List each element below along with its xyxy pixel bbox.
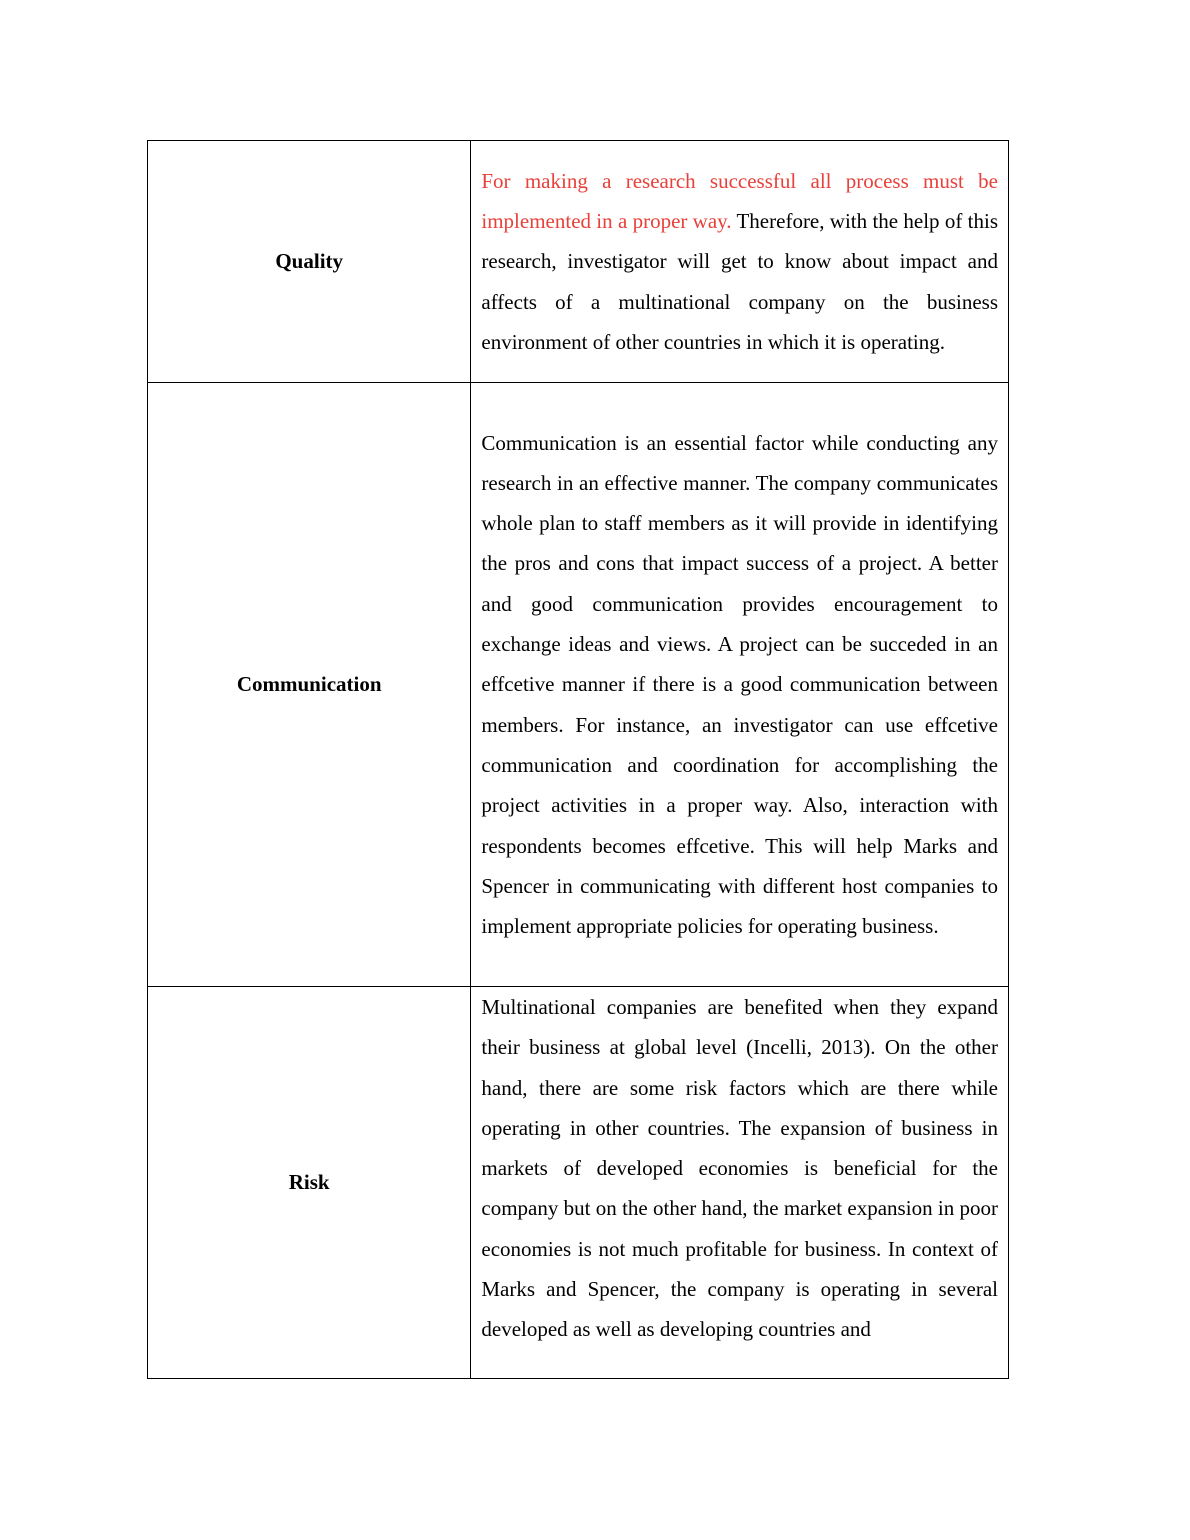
highlighted-text: For making a research successful all process must be implemented in a proper way. — [481, 168, 998, 234]
row-description-communication — [471, 383, 1009, 987]
row-label-quality: Quality — [148, 141, 471, 383]
table-row-risk — [148, 987, 1009, 1379]
row-description-quality — [471, 141, 1009, 383]
row-label-risk: Risk — [148, 987, 471, 1379]
table-row-communication — [148, 383, 1009, 987]
criteria-table — [147, 140, 1009, 1379]
quality-body-text: Therefore, with the help of this research, investigator will get to know about impact and affects of a multinational company on the business environment of other countries in which it is operating. — [481, 209, 998, 354]
risk-text-clip — [481, 987, 998, 1378]
communication-description-text: Communication is an essential factor while conducting any research in an effective manner. The company communicates whole plan to staff members as it will provide in identifying the pros and cons that impact success of a project. A better and good communication provides encouragement to exchange ideas and views. A project can be succeded in an effcetive manner if there is a good communication between members. For instance, an investigator can use effcetive communication and coordination for accomplishing the project activities in a proper way. Also, interaction with respondents becomes effcetive. This will help Marks and Spencer in communicating with different host companies to implement appropriate policies for operating business. — [481, 430, 998, 939]
table-row-quality — [148, 141, 1009, 383]
risk-description-text: Multinational companies are benefited when they expand their business at global level (Incelli, 2013). On the other hand, there are some risk factors which are there while operating in other countries. The expansion of business in markets of developed economies is beneficial for the company but on the other hand, the market expansion in poor economies is not much profitable for business. In context of Marks and Spencer, the company is operating in several developed as well as developing countries and — [481, 995, 998, 1342]
row-label-communication: Communication — [148, 383, 471, 987]
row-description-risk — [471, 987, 1009, 1379]
quality-description-text — [481, 161, 998, 362]
